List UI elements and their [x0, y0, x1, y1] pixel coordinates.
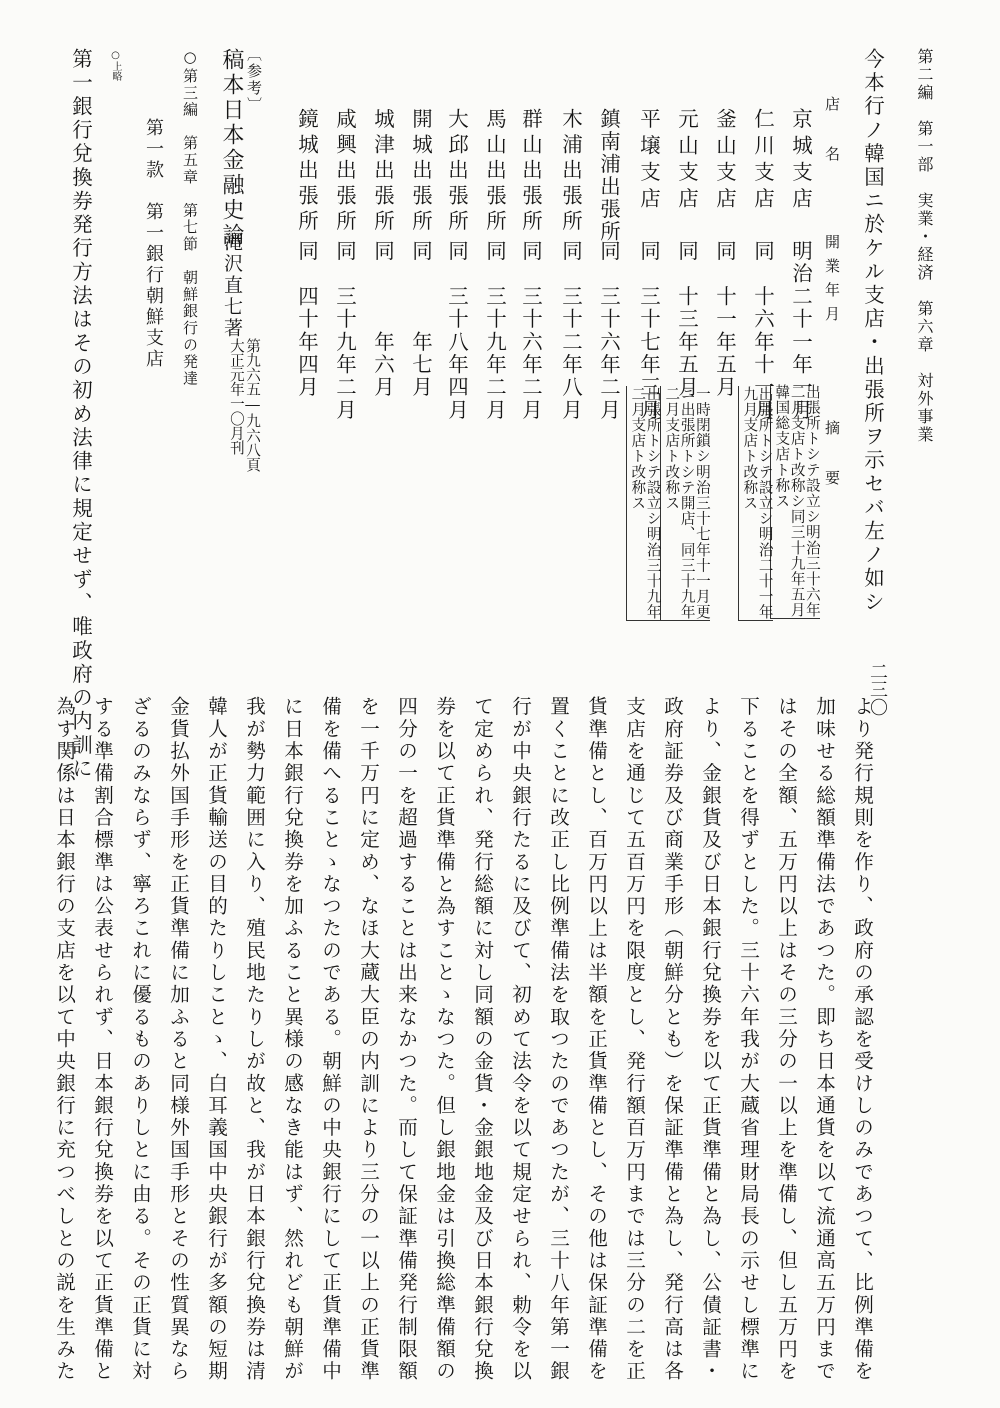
table-row-date: 同 三十二年八月	[558, 240, 583, 422]
table-row-date: 同 三十七年三月	[636, 240, 661, 422]
table-row-name: 大邱出張所	[444, 108, 469, 236]
reference-subsection: 第一款 第一銀行朝鮮支店	[143, 118, 164, 370]
table-row-date: 同 十一年五月	[712, 240, 737, 399]
reference-label: 〔参考〕	[245, 46, 263, 114]
body-line: 支店を通じて五百万円を限度とし、発行額百万円までは三分の二を正	[622, 696, 646, 1383]
note-line: 二月支店ト改称ス	[629, 386, 647, 511]
table-row-name: 平壌支店	[636, 108, 661, 214]
table-row-date: 同 三十八年四月	[444, 240, 469, 422]
note-line: ニ出張所トシテ開店、同三十九年	[678, 386, 696, 620]
table-row-name: 咸興出張所	[332, 108, 357, 236]
table-row-note	[626, 386, 661, 621]
table-row-name: 鏡城出張所	[294, 108, 319, 236]
note-line: 韓国総支店ト称ス	[773, 384, 791, 509]
body-line: より、金銀貨及び日本銀行兌換券を以て正貨準備と為し、公債証書・	[698, 696, 722, 1383]
reference-author: 滝沢直七著	[221, 232, 243, 340]
body-line: する準備割合標準は公表せられず、日本銀行兌換券を以て正貨準備と	[90, 696, 114, 1383]
body-line: て定められ、発行総額に対し同額の金貨・金銀地金及び日本銀行兌換	[470, 696, 494, 1383]
table-header-date: 開業年月	[823, 234, 841, 330]
table-row-name: 京城支店	[788, 108, 813, 214]
table-row-date: 同 三十九年二月	[332, 240, 357, 422]
table-row-name: 木浦出張所	[558, 108, 583, 236]
reference-book-title: 稿本日本金融史論	[219, 48, 244, 248]
table-row-date: 同 年七月	[408, 240, 433, 399]
body-line: 券を以て正貨準備と為すことゝなつた。但し銀地金は引換総準備額の	[432, 696, 456, 1383]
note-line: 出張所トシテ設立シ明治三十六年	[803, 384, 821, 618]
body-line: 備を備へることゝなつたのである。朝鮮の中央銀行にして正貨準備中	[318, 696, 342, 1383]
table-row-name: 城津出張所	[370, 108, 395, 236]
table-row-date: 同 三十六年二月	[518, 240, 543, 422]
reference-published: 大正元年一〇月刊	[227, 338, 245, 455]
table-row-date: 同 十三年五月	[674, 240, 699, 399]
table-row-note	[660, 386, 710, 621]
table-row-date: 同 十六年十一月	[750, 240, 775, 422]
body-line: 下ることを得ずとした。三十六年我が大蔵省理財局長の示せし標準に	[736, 696, 760, 1383]
omission-mark: ○上略	[110, 50, 121, 81]
table-header-name: 店 名	[823, 96, 841, 171]
body-line: はその全額、五万円以上はその三分の一以上を準備し、但し五万円を	[774, 696, 798, 1383]
body-line: 金貨払外国手形を正貨準備に加ふると同様外国手形とその性質異なら	[166, 696, 190, 1383]
table-row-date: 同 四十年四月	[294, 240, 319, 399]
running-header: 第二編 第一部 実業・経済 第六章 対外事業	[915, 48, 934, 444]
table-row-name: 仁川支店	[750, 108, 775, 214]
page-number: 二三〇	[867, 662, 888, 716]
reference-text-line: 第一銀行兌換券発行方法はその初め法律に規定せず、唯政府の内訓に	[68, 48, 93, 782]
body-line: 我が勢力範囲に入り、殖民地たりしが故と、我が日本銀行兌換券は清	[242, 696, 266, 1383]
body-line: を一千万円に定め、なほ大蔵大臣の内訓により三分の一以上の正貨準	[356, 696, 380, 1383]
body-line: 置くことに改正し比例準備法を取つたのであつたが、三十八年第一銀	[546, 696, 570, 1383]
body-line: より発行規則を作り、政府の承認を受けしのみであつて、比例準備を	[850, 696, 874, 1383]
reference-section: ○第三編 第五章 第七節 朝鮮銀行の発達	[181, 48, 199, 387]
table-row-name: 開城出張所	[408, 108, 433, 236]
table-row-name: 釜山支店	[712, 108, 737, 214]
body-line: ざるのみならず、寧ろこれに優るものありしとに由る。その正貨に対	[128, 696, 152, 1383]
table-row-name: 鎮南浦出張所	[596, 108, 621, 243]
table-row-date: 同 三十六年二月	[596, 240, 621, 422]
note-line: 出張所トシテ設立シ明治二十一年	[756, 386, 774, 620]
table-row-date: 同 三十九年二月	[482, 240, 507, 422]
note-line: 九月支店ト改称ス	[741, 386, 759, 511]
note-line: 出張所トシテ設立シ明治三十九年	[644, 386, 662, 620]
table-row-name: 元山支店	[674, 108, 699, 214]
reference-pages: 第九六五―九六八頁	[244, 338, 261, 472]
note-line: 一時閉鎖シ明治三十七年十一月更	[693, 386, 711, 620]
table-header-note: 摘 要	[823, 420, 841, 495]
table-caption: 今本行ノ韓国ニ於ケル支店・出張所ヲ示セバ左ノ如シ	[860, 48, 885, 615]
body-line: 政府証券及び商業手形（朝鮮分とも）を保証準備と為し、発行高は各	[660, 696, 684, 1383]
table-row-name: 馬山出張所	[482, 108, 507, 236]
body-line: 韓人が正貨輸送の目的たりしことゝ、白耳義国中央銀行が多額の短期	[204, 696, 228, 1383]
reference-bibliography	[222, 338, 260, 472]
table-row-date: 明治二十一年一月	[788, 240, 813, 422]
body-line: 行が中央銀行たるに及びて、初めて法令を以て規定せられ、勅令を以	[508, 696, 532, 1383]
note-line: 二月支店ト改称シ同三十九年五月	[788, 384, 806, 618]
table-row-date: 同 年六月	[370, 240, 395, 399]
table-row-note	[770, 384, 820, 619]
body-line: 貨準備とし、百万円以上は半額を正貨準備とし、その他は保証準備を	[584, 696, 608, 1383]
body-line: 加味せる総額準備法であつた。即ち日本通貨を以て流通高五万円まで	[812, 696, 836, 1383]
body-line: 四分の一を超過することは出来なかつた。而して保証準備発行制限額	[394, 696, 418, 1383]
body-line: に日本銀行兌換券を加ふること異様の感なき能はず、然れども朝鮮が	[280, 696, 304, 1383]
note-line: 二月支店ト改称ス	[663, 386, 681, 511]
body-line: 為す関係は日本銀行の支店を以て中央銀行に充つべしとの説を生みた	[52, 696, 76, 1383]
table-row-name: 群山出張所	[518, 108, 543, 236]
table-row-note	[738, 386, 773, 621]
